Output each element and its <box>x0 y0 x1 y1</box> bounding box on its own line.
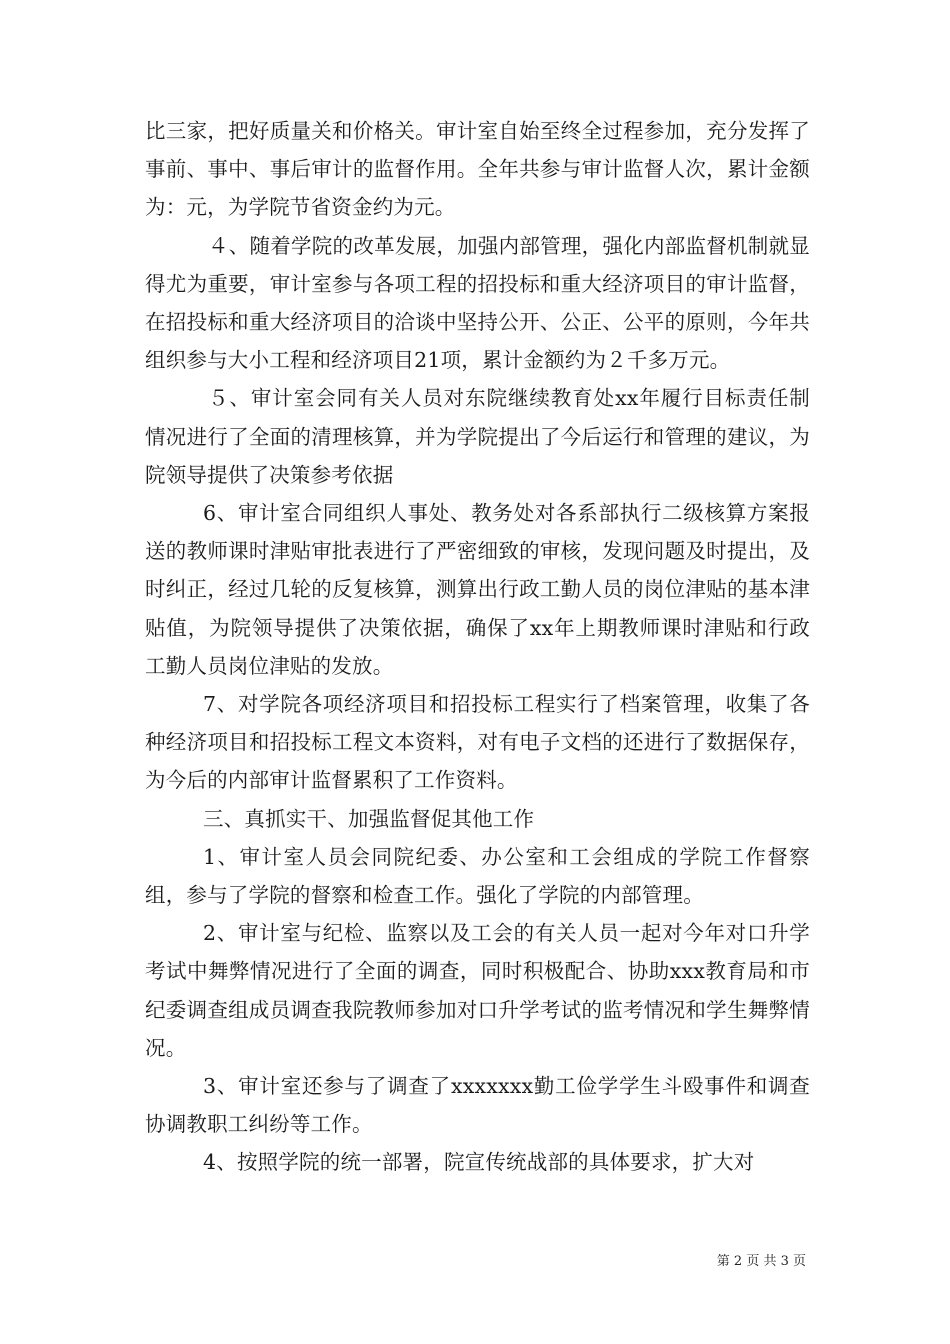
page-number-footer: 第 2 页 共 3 页 <box>716 1254 806 1269</box>
paragraph-continuation: 比三家，把好质量关和价格关。审计室自始至终全过程参加，充分发挥了事前、事中、事后审计的监督作用。全年共参与审计监督人次，累计金额为：元，为学院节省资金约为元。 <box>145 119 810 220</box>
paragraph-item-5: ５、审计室会同有关人员对东院继续教育处xx年履行目标责任制情况进行了全面的清理核算，并为学院提出了今后运行和管理的建议，为院领导提供了决策参考依据 <box>145 386 810 487</box>
paragraph-section3-item-4: 4、按照学院的统一部署，院宣传统战部的具体要求，扩大对 <box>203 1150 755 1175</box>
section-heading-3: 三、真抓实干、加强监督促其他工作 <box>203 806 535 831</box>
paragraph-section3-item-3: 3、审计室还参与了调查了xxxxxxx勤工俭学学生斗殴事件和调查协调教职工纠纷等工作。 <box>145 1074 810 1137</box>
document-body <box>145 112 810 1182</box>
paragraph-section3-item-2: 2、审计室与纪检、监察以及工会的有关人员一起对今年对口升学考试中舞弊情况进行了全面的调查，同时积极配合、协助xxx教育局和市纪委调查组成员调查我院教师参加对口升学考试的监考情况和学生舞弊情况。 <box>145 921 810 1060</box>
paragraph-item-6: 6、审计室合同组织人事处、教务处对各系部执行二级核算方案报送的教师课时津贴审批表进行了严密细致的审核，发现问题及时提出，及时纠正，经过几轮的反复核算，测算出行政工勤人员的岗位津贴的基本津贴值，为院领导提供了决策依据，确保了xx年上期教师课时津贴和行政工勤人员岗位津贴的发放。 <box>145 501 810 678</box>
paragraph-item-4: ４、随着学院的改革发展，加强内部管理，强化内部监督机制就显得尤为重要，审计室参与各项工程的招投标和重大经济项目的审计监督，在招投标和重大经济项目的洽谈中坚持公开、公正、公平的原则，今年共组织参与大小工程和经济项目21项，累计金额约为２千多万元。 <box>145 233 810 373</box>
paragraph-section3-item-1: 1、审计室人员会同院纪委、办公室和工会组成的学院工作督察组，参与了学院的督察和检查工作。强化了学院的内部管理。 <box>145 844 810 908</box>
paragraph-item-7: 7、对学院各项经济项目和招投标工程实行了档案管理，收集了各种经济项目和招投标工程文本资料，对有电子文档的还进行了数据保存，为今后的内部审计监督累积了工作资料。 <box>145 692 810 793</box>
